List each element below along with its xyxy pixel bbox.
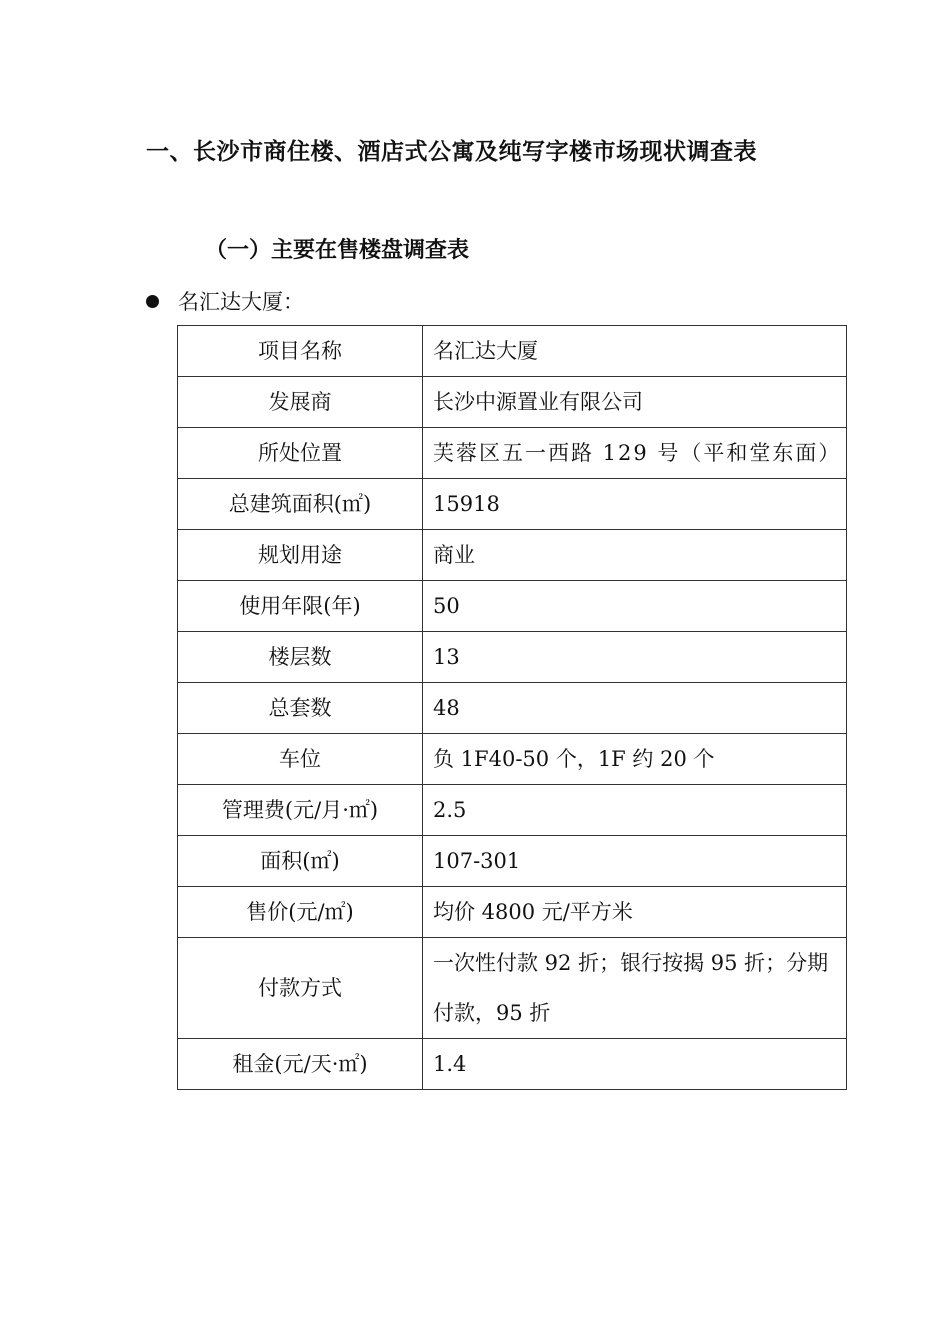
row-value: 商业: [423, 530, 847, 581]
row-value: 2.5: [423, 785, 847, 836]
table-row: [178, 632, 847, 683]
property-info-table: [177, 325, 847, 1090]
row-value: 15918: [423, 479, 847, 530]
row-label: 总套数: [178, 683, 423, 734]
row-value: 均价 4800 元/平方米: [423, 887, 847, 938]
table-row: [178, 836, 847, 887]
table-row: [178, 887, 847, 938]
row-value: 50: [423, 581, 847, 632]
table-row: [178, 377, 847, 428]
row-label: 使用年限(年): [178, 581, 423, 632]
row-value: 一次性付款 92 折；银行按揭 95 折；分期付款，95 折: [423, 938, 847, 1039]
table-row: [178, 785, 847, 836]
bullet-list-item: [146, 286, 304, 316]
row-label: 售价(元/㎡): [178, 887, 423, 938]
table-row: [178, 326, 847, 377]
row-label: 管理费(元/月·㎡): [178, 785, 423, 836]
table-row: [178, 734, 847, 785]
row-label: 租金(元/天·㎡): [178, 1039, 423, 1090]
row-value: 1.4: [423, 1039, 847, 1090]
section-subheading: （一）主要在售楼盘调查表: [205, 238, 470, 263]
page-heading: 一、长沙市商住楼、酒店式公寓及纯写字楼市场现状调查表: [146, 139, 757, 165]
table-row: [178, 683, 847, 734]
row-value: 48: [423, 683, 847, 734]
row-value: 芙蓉区五一西路 129 号（平和堂东面）: [423, 428, 847, 479]
table-row: [178, 581, 847, 632]
table-row: [178, 479, 847, 530]
row-label: 规划用途: [178, 530, 423, 581]
table-row: [178, 1039, 847, 1090]
table-row: [178, 530, 847, 581]
row-value: 107-301: [423, 836, 847, 887]
row-value: 13: [423, 632, 847, 683]
table-row: [178, 938, 847, 1039]
row-value: 负 1F40-50 个，1F 约 20 个: [423, 734, 847, 785]
row-label: 总建筑面积(㎡): [178, 479, 423, 530]
table-row: [178, 428, 847, 479]
row-label: 付款方式: [178, 938, 423, 1039]
row-label: 楼层数: [178, 632, 423, 683]
row-label: 项目名称: [178, 326, 423, 377]
bullet-dot-icon: [146, 295, 159, 308]
row-value: 长沙中源置业有限公司: [423, 377, 847, 428]
row-label: 车位: [178, 734, 423, 785]
row-label: 所处位置: [178, 428, 423, 479]
row-label: 发展商: [178, 377, 423, 428]
row-label: 面积(㎡): [178, 836, 423, 887]
row-value: 名汇达大厦: [423, 326, 847, 377]
bullet-item-text: 名汇达大厦：: [178, 290, 304, 314]
